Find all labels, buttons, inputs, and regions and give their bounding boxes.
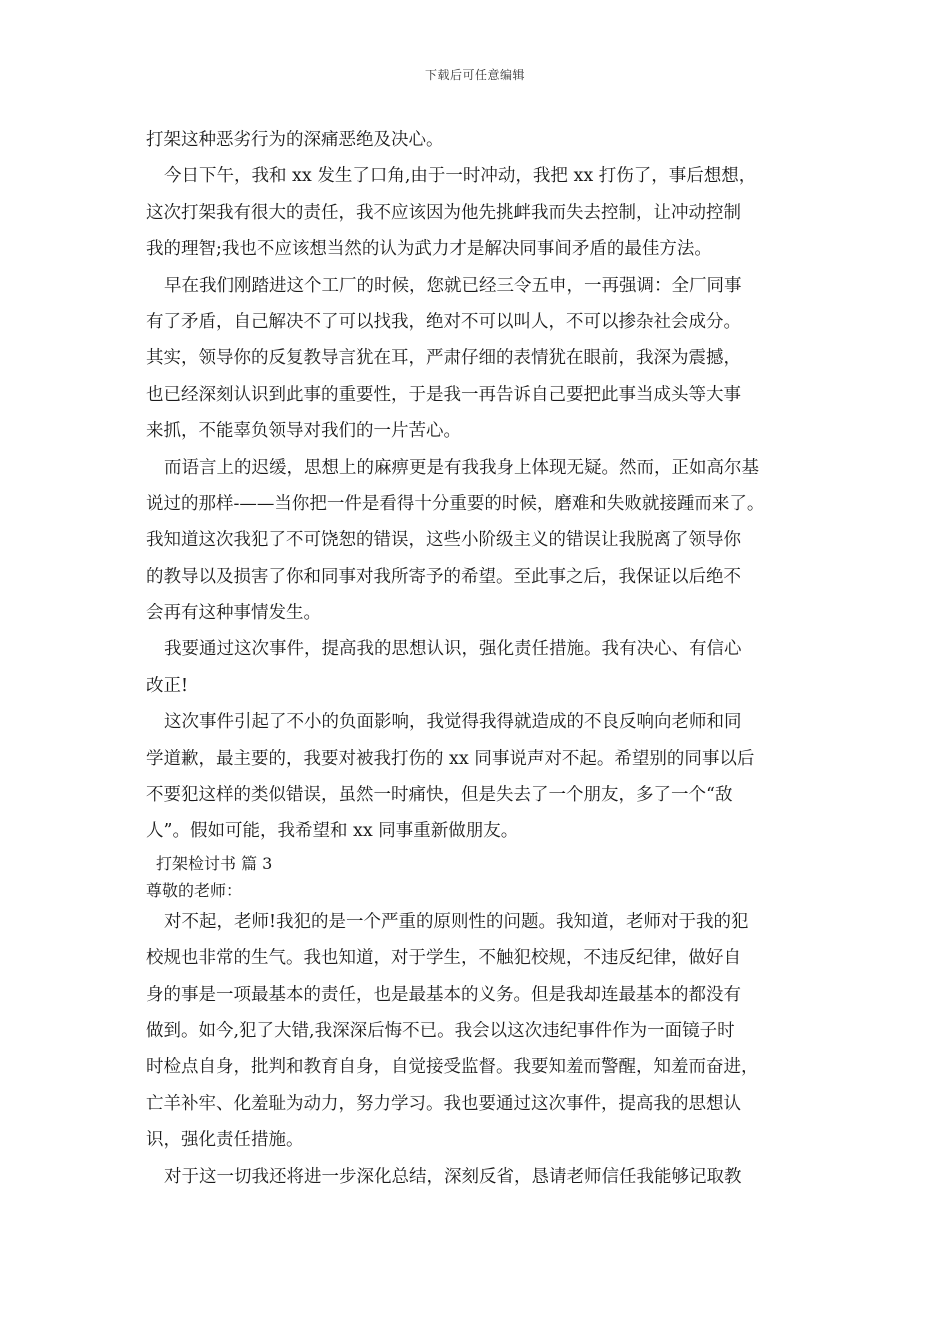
paragraph-block-2	[146, 904, 816, 1195]
text-line: 时检点自身，批判和教育自身，自觉接受监督。我要知羞而警醒，知羞而奋进，	[146, 1057, 759, 1078]
text-line: 人”。假如可能，我希望和 xx 同事重新做朋友。	[146, 821, 519, 842]
text-line: 不要犯这样的类似错误，虽然一时痛快，但是失去了一个朋友，多了一个“敌	[146, 785, 733, 806]
text-line: 校规也非常的生气。我也知道，对于学生，不触犯校规，不违反纪律，做好自	[146, 948, 741, 969]
text-line: 也已经深刻认识到此事的重要性，于是我一再告诉自己要把此事当成头等大事	[146, 384, 741, 405]
text-line: 早在我们刚踏进这个工厂的时候，您就已经三令五申，一再强调：全厂同事	[164, 275, 742, 296]
text-line: 其实，领导你的反复教导言犹在耳，严肃仔细的表情犹在眼前，我深为震撼，	[146, 348, 741, 369]
text-line: 今日下午，我和 xx 发生了口角,由于一时冲动，我把 xx 打伤了，事后想想，	[164, 166, 757, 187]
text-line: 我的理智;我也不应该想当然的认为武力才是解决同事间矛盾的最佳方法。	[146, 239, 712, 260]
text-line: 对不起，老师!我犯的是一个严重的原则性的问题。我知道，老师对于我的犯	[164, 911, 749, 932]
text-line: 识，强化责任措施。	[146, 1130, 304, 1151]
text-line: 改正!	[146, 675, 189, 696]
text-line: 而语言上的迟缓，思想上的麻痹更是有我我身上体现无疑。然而，正如高尔基	[164, 457, 759, 478]
page-header-note: 下载后可任意编辑	[424, 68, 525, 82]
text-line: 的教导以及损害了你和同事对我所寄予的希望。至此事之后，我保证以后绝不	[146, 566, 741, 587]
text-line: 会再有这种事情发生。	[146, 603, 321, 624]
text-line: 打架这种恶劣行为的深痛恶绝及决心。	[146, 130, 444, 150]
text-line: 身的事是一项最基本的责任，也是最基本的义务。但是我却连最基本的都没有	[146, 984, 741, 1005]
text-line: 亡羊补牢、化羞耻为动力，努力学习。我也要通过这次事件，提高我的思想认	[146, 1093, 741, 1114]
paragraph-block-1	[146, 122, 816, 850]
text-line: 我要通过这次事件，提高我的思想认识，强化责任措施。我有决心、有信心	[164, 639, 742, 660]
salutation: 尊敬的老师：	[146, 880, 243, 900]
text-line: 学道歉，最主要的，我要对被我打伤的 xx 同事说声对不起。希望别的同事以后	[146, 748, 755, 769]
text-line: 说过的那样-——当你把一件是看得十分重要的时候，磨难和失败就接踵而来了。	[146, 493, 765, 514]
text-line: 有了矛盾，自己解决不了可以找我，绝对不可以叫人，不可以掺杂社会成分。	[146, 311, 741, 332]
text-line: 对于这一切我还将进一步深化总结，深刻反省，恳请老师信任我能够记取教	[164, 1166, 742, 1187]
text-line: 来抓，不能辜负领导对我们的一片苦心。	[146, 421, 461, 442]
document-body	[146, 122, 816, 1195]
text-line: 我知道这次我犯了不可饶恕的错误，这些小阶级主义的错误让我脱离了领导你	[146, 530, 741, 551]
text-line: 这次打架我有很大的责任，我不应该因为他先挑衅我而失去控制，让冲动控制	[146, 202, 741, 223]
text-line: 这次事件引起了不小的负面影响，我觉得我得就造成的不良反响向老师和同	[164, 712, 742, 733]
text-line: 做到。如今,犯了大错,我深深后悔不已。我会以这次违纪事件作为一面镜子时	[146, 1020, 735, 1041]
section-title: 打架检讨书 篇 3	[156, 853, 273, 873]
